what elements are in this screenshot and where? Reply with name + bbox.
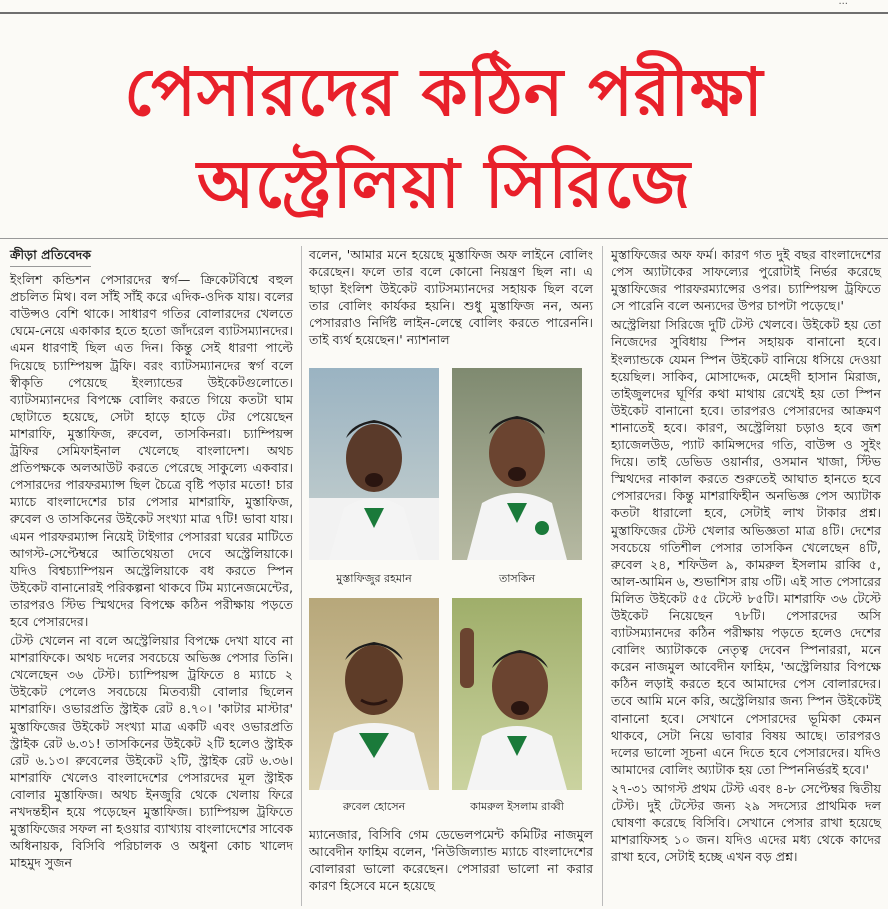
photo-caption: মুস্তাফিজুর রহমান [336, 572, 412, 585]
photo-caption: তাসকিন [498, 572, 536, 585]
paragraph: অস্ট্রেলিয়া সিরিজে দুটি টেস্ট খেলবে। উইকেট হয় তো নিজেদের সুবিধায় স্পিন সহায়ক বানানো হবে। ইংল্যান্ডকে যেমন স্পিন উইকেট বানিয়ে ধসিয়ে দেওয়া হয়েছিল। সাকিব, মোসাদ্দেক, মেহেদী হাসান মিরাজ, তাইজুলদের ঘূর্ণির কথা মাথায় রেখেই হয় তো স্পিন উইকেট বানানো হবে। তারপরও পেসারদের আক্রমণ শানাতেই হবে। কারণ, অস্ট্রেলিয়া চড়াও হবে জশ হ্যাজেলউড, প্যাট কামিন্সদের গতি, বাউন্স ও সুইং দিয়ে। তাই ডেভিড ওয়ার্নার, ওসমান খাজা, স্টিভ স্মিথদের নাকাল করতে শুরুতেই আঘাত হানতে হবে পেসারদের। কিন্তু মাশরাফিহীন অনভিজ্ঞ পেস অ্যাটাক কতটা ধারালো হবে, সেটাই লাখ টাকার প্রশ্ন। মুস্তাফিজের টেস্ট খেলার অভিজ্ঞতা মাত্র ৪টি। দেশের সবচেয়ে গতিশীল পেসার তাসকিন খেলেছেন ৪টি, রুবেল ২৪, শফিউল ৯, কামরুল ইসলাম রাব্বি ৫, আল-আমিন ৬, শুভাশিস রায় ৩টি। এই সাত পেসারের মিলিত উইকেট ৫৫ টেস্টে ৮৫টি। মাশরাফি ৩৬ টেস্টে উইকেট নিয়েছেন ৭৮টি। পেসারদের অসি ব্যাটসম্যানদের কঠিন পরীক্ষায় পড়তে হলেও দেশের বোলিং অ্যাটাককে নেতৃত্ব দেবেন স্পিনাররা, মনে করেন নাজমুল আবেদীন ফাহিম, 'অস্ট্রেলিয়ার বিপক্ষে কঠিন লড়াই করতে হবে আমাদের পেস বোলারদের। তবে আমি মনে করি, অস্ট্রেলিয়ার জন্য স্পিন উইকেটই বানানো হবে। সেখানে পেসারদের ভূমিকা কেমন থাকবে, সেটা নিয়ে ভাবার বিষয় আছে। তারপরও দলের ভালো সূচনা এনে দিতে হবে পেসারদের। যদিও আমাদের বোলিং অ্যাটাক হয় তো স্পিননির্ভরই হবে।' [611, 317, 881, 777]
article-column-1 [10, 246, 293, 873]
article-column-3 [611, 246, 881, 867]
column-separator-1 [301, 246, 302, 906]
article-column-2 [309, 246, 593, 351]
paragraph: ম্যানেজার, বিসিবি গেম ডেভেলপমেন্ট কমিটির নাজমুল আবেদীন ফাহিম বলেন, 'নিউজিল্যান্ড ম্যাচে বাংলাদেশের বোলাররা ভালো করেছেন। পেসাররা ভালো না করার কারণ হিসেবে মনে হয়েছে [309, 827, 593, 894]
photo-kamrul [452, 598, 582, 790]
photo-caption: রুবেল হোসেন [342, 800, 406, 813]
headline-divider [0, 238, 888, 239]
paragraph: বলেন, 'আমার মনে হয়েছে মুস্তাফিজ অফ লাইনে বোলিং করেছেন। ফলে তার বলে কোনো নিয়ন্ত্রণ ছিল না। এ ছাড়া ইংলিশ উইকেট ব্যাটসম্যানদের সহায়ক ছিল বলে তার বোলিং কার্যকর হয়নি। শুধু মুস্তাফিজ নন, অন্য পেসাররাও নির্দিষ্ট লাইন-লেন্থে বোলিং করতে পারেননি। তাই ব্যর্থ হয়েছেন।' ন্যাশনাল [309, 247, 593, 348]
photo-caption: কামরুল ইসলাম রাব্বী [470, 800, 564, 813]
byline: ক্রীড়া প্রতিবেদক [10, 246, 91, 267]
paragraph: মুস্তাফিজের অফ ফর্ম। কারণ গত দুই বছর বাংলাদেশের পেস অ্যাটাকের সাফল্যের পুরোটাই নির্ভর করেছে মুস্তাফিজের পারফরম্যান্সের ওপর। চ্যাম্পিয়ন্স ট্রফিতে সে পারেনি বলে অন্যদের উপর চাপটা পড়েছে।' [611, 247, 881, 314]
column-separator-2 [602, 246, 603, 906]
paragraph: ২৭-৩১ আগস্ট প্রথম টেস্ট এবং ৪-৮ সেপ্টেম্বর দ্বিতীয় টেস্ট। দুই টেস্টের জন্য ২৯ সদস্যের প্রাথমিক দল ঘোষণা করেছে বিসিবি। সেখানে পেসার রাখা হয়েছে মাশরাফিসহ ১০ জন। যদিও এদের মধ্য থেকে কাদের রাখা হবে, সেটাই হচ্ছে এখন বড় প্রশ্ন। [611, 780, 881, 865]
top-rule [0, 0, 888, 14]
headline-line-2: অস্ট্রেলিয়া সিরিজে [196, 146, 691, 223]
article-column-2-continued [309, 826, 593, 894]
paragraph: টেস্ট খেলেন না বলে অস্ট্রেলিয়ার বিপক্ষে দেখা যাবে না মাশরাফিকে। অথচ দলের সবচেয়ে অভিজ্ঞ পেসার তিনি। খেলেছেন ৩৬ টেস্ট। চ্যাম্পিয়ন্স ট্রফিতে ৪ ম্যাচে ২ উইকেট পেলেও সবচেয়ে মিতব্যয়ী বোলার ছিলেন মাশরাফি। ওভারপ্রতি স্ট্রাইক রেট ৪.৭০। 'কাটার মাস্টার' মুস্তাফিজের উইকেট সংখ্যা মাত্র একটি এবং ওভারপ্রতি স্ট্রাইক রেট ৬.৩১! তাসকিনের উইকেট ২টি হলেও স্ট্রাইক রেট ৬.১৩। রুবেলের উইকেট ২টি, স্ট্রাইক রেট ৬.৩৬। মাশরাফি খেলেও বাংলাদেশের পেসারদের মূল স্ট্রাইক বোলার মুস্তাফিজ। অথচ ইনজুরি থেকে খেলায় ফিরে নখদন্তহীন হয়ে পড়েছেন মুস্তাফিজ। চ্যাম্পিয়ন্স ট্রফিতে মুস্তাফিজের সফল না হওয়ার ব্যাখ্যায় বাংলাদেশের সাবেক অধিনায়ক, বিসিবি পরিচালক ও অধুনা কোচ খালেদ মাহমুদ সুজন [10, 633, 293, 871]
photo-mustafizur [309, 368, 439, 560]
masthead-fragment: ... [838, 0, 848, 7]
photo-taskin [452, 368, 582, 560]
paragraph: ইংলিশ কন্ডিশন পেসারদের স্বর্গ— ক্রিকেটবিশ্বে বহুল প্রচলিত মিথ। বল সাঁই সাঁই করে এদিক-ওদিক যায়। বলের বাউন্সও বেশি থাকে। সাধারণ গতির বোলারদের খেলতে ঘেমে-নেয়ে একাকার হতে হতো জাঁদরেল ব্যাটসম্যানদের। এমন ধারণাই ছিল এত দিন। কিন্তু সেই ধারণা পাল্টে দিয়েছে চ্যাম্পিয়ন্স ট্রফি। বরং ব্যাটসম্যানদের স্বর্গ বলে স্বীকৃতি পেয়েছে ইংল্যান্ডের উইকেটগুলোতে। ব্যাটসম্যানদের বিপক্ষে বোলিং করতে গিয়ে কতটা ঘাম ছোটাতে হয়েছে, সেটা হাড়ে হাড়ে টের পেয়েছেন মাশরাফি, মুস্তাফিজ, রুবেল, তাসকিনরা। চ্যাম্পিয়ন্স ট্রফির সেমিফাইনাল খেলেছে বাংলাদেশ। অথচ প্রতিপক্ষকে অলআউট করতে পেরেছে সাকুল্যে একবার। পেসারদের পারফরম্যান্স ছিল চৈত্রে বৃষ্টি পড়ার মতো! চার ম্যাচে বাংলাদেশের চার পেসার মাশরাফি, মুস্তাফিজ, রুবেল ও তাসকিনের উইকেট সংখ্যা মাত্র ৭টি! ভাবা যায়। এমন পারফরম্যান্স নিয়েই টাইগার পেসাররা ঘরের মাটিতে আগস্ট-সেপ্টেম্বরে আতিথেয়তা দেবে অস্ট্রেলিয়াকে। যদিও বিশ্বচ্যাম্পিয়ন অস্ট্রেলিয়াকে বধ করতে স্পিন উইকেট বানানোরই পরিকল্পনা থাকবে টিম ম্যানেজমেন্টের, তারপরও স্টিভ স্মিথদের বিপক্ষে কঠিন পরীক্ষায় পড়তে হবে পেসারদের। [10, 272, 293, 629]
headline-line-1: পেসারদের কঠিন পরীক্ষা [124, 54, 764, 131]
photo-rubel [309, 598, 439, 790]
